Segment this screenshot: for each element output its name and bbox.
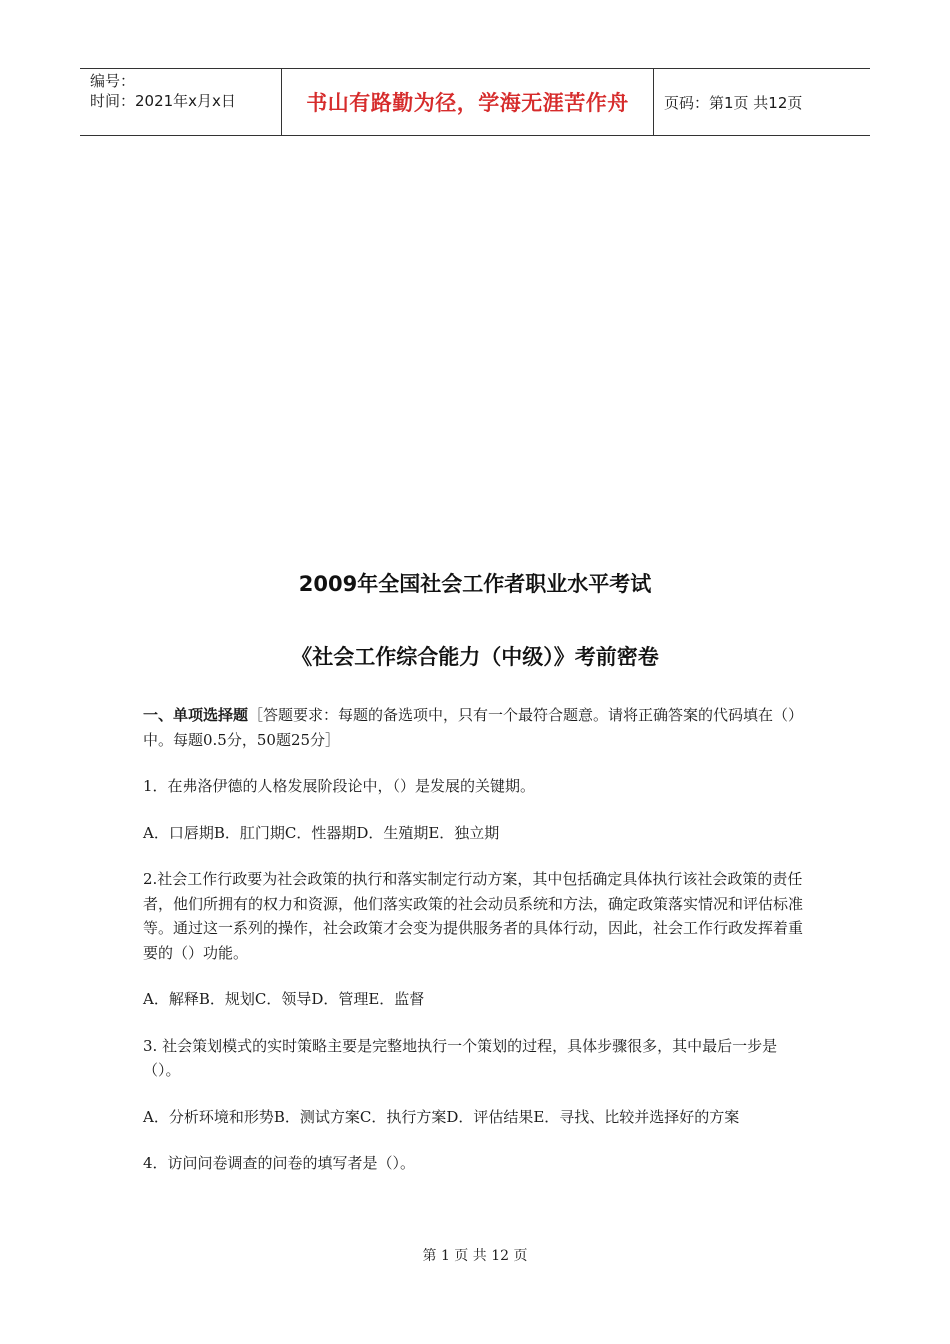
page-info: 页码：第1页 共12页 — [664, 93, 803, 112]
section-intro — [143, 703, 808, 752]
section-heading: 一、单项选择题 — [143, 706, 249, 724]
question-options: A．分析环境和形势B．测试方案C．执行方案D．评估结果E．寻找、比较并选择好的方案 — [143, 1107, 740, 1126]
serial-number-label: 编号： — [90, 72, 136, 90]
time-label: 时间：2021年x月x日 — [90, 92, 236, 110]
question-options: A．解释B．规划C．领导D．管理E．监督 — [143, 990, 425, 1008]
exam-content — [143, 703, 808, 1198]
header-page-cell — [654, 69, 870, 135]
motto-text: 书山有路勤为径，学海无涯苦作舟 — [306, 91, 629, 115]
exam-subtitle: 《社会工作综合能力（中级）》考前密卷 — [291, 645, 659, 669]
question-options: A．口唇期B．肛门期C．性器期D．生殖期E．独立期 — [143, 823, 500, 842]
exam-title: 2009年全国社会工作者职业水平考试 — [298, 572, 652, 596]
question-stem: 3. 社会策划模式的实时策略主要是完整地执行一个策划的过程，具体步骤很多，其中最后一步是（）。 — [143, 1036, 778, 1079]
question-stem: 2.社会工作行政要为社会政策的执行和落实制定行动方案，其中包括确定具体执行该社会政策的责任者，他们所拥有的权力和资源，他们落实政策的社会动员系统和方法，确定政策落实情况和评估标准等。通过这一系列的操作，社会政策才会变为提供服务者的具体行动，因此，社会工作行政发挥着重要的（）功能。 — [143, 870, 804, 962]
header-meta-cell — [80, 69, 281, 135]
question-stem: 1．在弗洛伊德的人格发展阶段论中，（）是发展的关键期。 — [143, 777, 536, 795]
header-motto-cell — [281, 69, 654, 135]
page-footer: 第 1 页 共 12 页 — [422, 1248, 528, 1264]
question-stem: 4．访问问卷调查的问卷的填写者是（）。 — [143, 1154, 416, 1172]
document-header-table — [80, 68, 870, 136]
section-instructions: ［答题要求：每题的备选项中，只有一个最符合题意。请将正确答案的代码填在（）中。每题0.5分，50题25分］ — [143, 706, 804, 749]
